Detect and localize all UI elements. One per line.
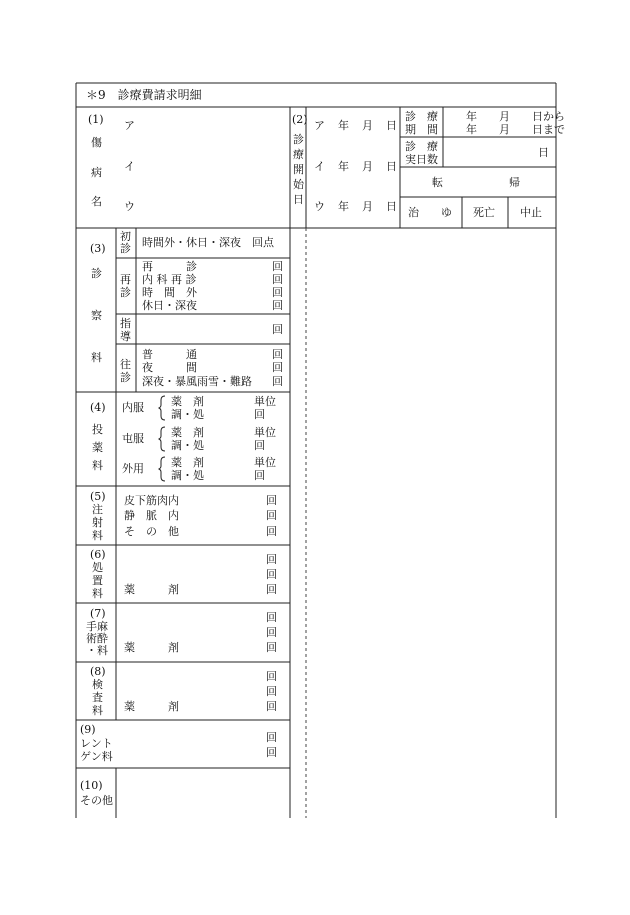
section4-name-char: 投 (92, 423, 103, 436)
period-from: 年 月 日から (466, 110, 565, 123)
home-visit-row-unit: 回 (272, 375, 283, 388)
exam-unit: 回 (266, 670, 277, 683)
revisit-row-unit: 回 (272, 273, 283, 286)
injection-row-unit: 回 (266, 525, 277, 538)
surgery-drug: 薬 剤 (124, 641, 179, 654)
external-med-name: 外用 (122, 462, 144, 475)
revisit-label: 診 (120, 286, 131, 299)
section6-name-char: 置 (92, 574, 103, 587)
guidance-label: 指 (120, 317, 131, 330)
external-drug-unit: 単位 (254, 456, 276, 469)
disease-entry-a: ア (124, 119, 135, 132)
home-visit-row-text: 夜 間 (142, 361, 197, 374)
internal-drug-unit: 単位 (254, 395, 276, 408)
internal-drug: 薬 剤 (171, 395, 204, 408)
asneeded-prep: 調・処 (171, 439, 204, 452)
home-visit-label: 往 (120, 358, 131, 371)
exam-unit: 回 (266, 685, 277, 698)
section6-name-char: 料 (92, 587, 103, 600)
section5-name-char: 射 (92, 516, 103, 529)
start-date-row-year: 年 (338, 119, 349, 132)
exam-drug: 薬 剤 (124, 700, 179, 713)
revisit-row-unit: 回 (272, 299, 283, 312)
start-date-row-day: 日 (386, 160, 397, 173)
disease-entry-u: ウ (124, 200, 135, 213)
xray-unit: 回 (266, 746, 277, 759)
section1-name-char: 病 (91, 166, 102, 179)
revisit-row-text: 休日・深夜 (142, 299, 197, 312)
start-date-row-day: 日 (386, 119, 397, 132)
section4-name-char: 薬 (92, 441, 103, 454)
injection-row-text: 皮下筋肉内 (124, 494, 179, 507)
surgery-unit: 回 (266, 626, 277, 639)
surgery-unit: 回 (266, 611, 277, 624)
asneeded-prep-unit: 回 (254, 439, 265, 452)
section9-name-line: レント (80, 737, 113, 750)
section10-label: (10) (80, 779, 103, 792)
first-visit-label: 初 (120, 230, 131, 243)
start-date-row-year: 年 (338, 200, 349, 213)
internal-med-name: 内服 (122, 401, 144, 414)
days-label: 実日数 (405, 153, 438, 166)
medication-brackets (158, 395, 166, 483)
section5-label: (5) (90, 490, 106, 503)
start-date-row-kana: ア (314, 119, 325, 132)
section5-name-char: 注 (92, 503, 103, 516)
revisit-row-unit: 回 (272, 260, 283, 273)
section9-name-line: ゲン料 (80, 750, 113, 763)
treatment-unit: 回 (266, 583, 277, 596)
surgery-unit: 回 (266, 641, 277, 654)
revisit-row-text: 時 間 外 (142, 286, 197, 299)
section2-label: (2) (292, 113, 308, 126)
revisit-row-text: 内 科 再 診 (142, 273, 197, 286)
section8-name-char: 検 (92, 678, 103, 691)
start-date-row-day: 日 (386, 200, 397, 213)
section5-name-char: 料 (92, 529, 103, 542)
days-label: 診 療 (405, 140, 438, 153)
start-date-row-month: 月 (362, 200, 373, 213)
start-date-row-year: 年 (338, 160, 349, 173)
external-prep: 調・処 (171, 469, 204, 482)
asneeded-med-name: 屯服 (122, 432, 144, 445)
period-to: 年 月 日まで (466, 123, 565, 136)
treatment-drug: 薬 剤 (124, 583, 179, 596)
period-label: 期 間 (405, 123, 438, 136)
home-visit-row-text: 普 通 (142, 348, 197, 361)
outcome-discontinued: 中止 (520, 206, 542, 219)
section3-name-char: 料 (91, 351, 102, 364)
section8-label: (8) (90, 665, 106, 678)
revisit-row-unit: 回 (272, 286, 283, 299)
asneeded-drug: 薬 剤 (171, 426, 204, 439)
section10-name: その他 (80, 794, 113, 807)
revisit-row-text: 再 診 (142, 260, 197, 273)
internal-prep: 調・処 (171, 408, 204, 421)
asneeded-drug-unit: 単位 (254, 426, 276, 439)
section4-name-char: 料 (92, 459, 103, 472)
section7-name-line: 手麻 (86, 620, 108, 633)
section2-name-char: 診 (293, 133, 304, 146)
section2-name-char: 療 (293, 148, 304, 161)
section1-label: (1) (88, 113, 104, 126)
days-unit: 日 (538, 146, 549, 159)
start-date-row-kana: イ (314, 160, 325, 173)
treatment-unit: 回 (266, 553, 277, 566)
start-date-row-kana: ウ (314, 200, 325, 213)
start-date-row-month: 月 (362, 160, 373, 173)
guidance-label: 導 (120, 330, 131, 343)
injection-row-text: 静 脈 内 (124, 509, 179, 522)
external-drug: 薬 剤 (171, 456, 204, 469)
section4-label: (4) (90, 401, 106, 414)
home-visit-label: 診 (120, 371, 131, 384)
external-prep-unit: 回 (254, 469, 265, 482)
xray-unit: 回 (266, 731, 277, 744)
revisit-label: 再 (120, 273, 131, 286)
treatment-unit: 回 (266, 568, 277, 581)
start-date-row-month: 月 (362, 119, 373, 132)
first-visit-label: 診 (120, 242, 131, 255)
injection-row-unit: 回 (266, 494, 277, 507)
section2-name-char: 開 (293, 163, 304, 176)
exam-unit: 回 (266, 700, 277, 713)
section8-name-char: 査 (92, 691, 103, 704)
form-title: ＊9 診療費請求明細 (86, 88, 202, 102)
section3-name-char: 診 (91, 267, 102, 280)
home-visit-row-unit: 回 (272, 348, 283, 361)
home-visit-row-text: 深夜・暴風雨雪・難路 (142, 375, 252, 388)
guidance-unit: 回 (272, 323, 283, 336)
disease-entry-i: イ (124, 160, 135, 173)
section9-label: (9) (80, 723, 96, 736)
outcome-cured: 治 ゆ (408, 206, 452, 219)
section1-name-char: 名 (91, 195, 102, 208)
first-visit-text: 時間外・休日・深夜 回点 (142, 236, 274, 249)
outcome-title: 転 帰 (432, 176, 520, 189)
section3-label: (3) (90, 242, 106, 255)
section6-name-char: 処 (92, 561, 103, 574)
section6-label: (6) (90, 548, 106, 561)
internal-prep-unit: 回 (254, 408, 265, 421)
injection-row-unit: 回 (266, 509, 277, 522)
period-label: 診 療 (405, 110, 438, 123)
injection-row-text: そ の 他 (124, 525, 179, 538)
section7-label: (7) (90, 607, 106, 620)
section3-name-char: 察 (91, 309, 102, 322)
home-visit-row-unit: 回 (272, 361, 283, 374)
section1-name-char: 傷 (91, 136, 102, 149)
section7-name-line: ・料 (86, 644, 108, 657)
section7-name-line: 術酔 (86, 632, 108, 645)
section2-name-char: 始 (293, 178, 304, 191)
section2-name-char: 日 (293, 193, 304, 206)
section8-name-char: 料 (92, 704, 103, 717)
outcome-death: 死亡 (473, 206, 495, 219)
